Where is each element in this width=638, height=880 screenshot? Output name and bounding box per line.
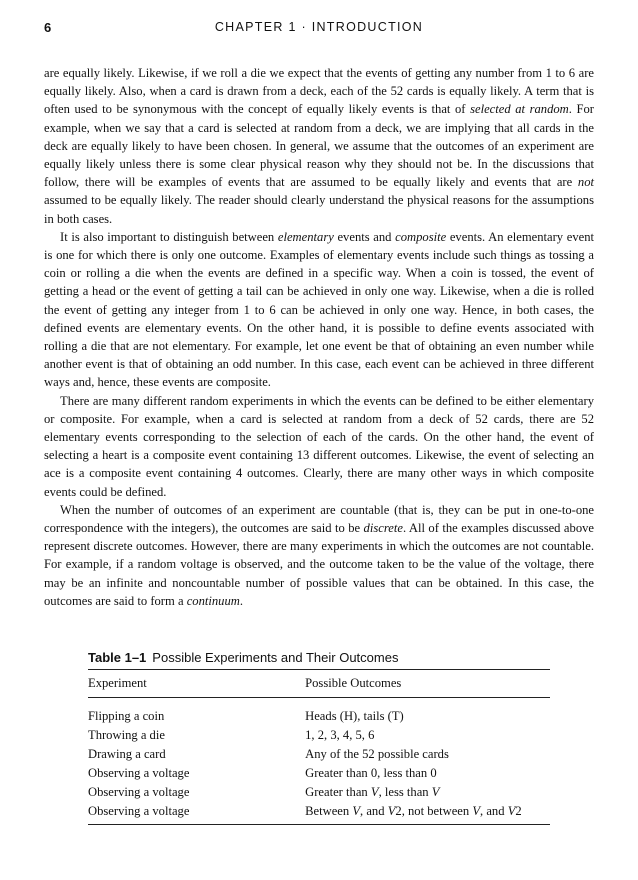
text-run: Drawing a card: [88, 747, 166, 761]
text-run: Greater than 0, less than 0: [305, 766, 437, 780]
italic-text-run: not: [577, 175, 594, 190]
italic-text-run: composite: [395, 229, 447, 244]
text-run: Throwing a die: [88, 728, 165, 742]
experiment-cell: [88, 783, 305, 802]
italic-text-run: V: [507, 804, 516, 818]
text-run: 2, not between: [395, 804, 473, 818]
paragraph: [44, 228, 594, 392]
body-text: [44, 64, 594, 610]
italic-text-run: discrete: [363, 521, 403, 536]
experiment-cell: [88, 802, 305, 825]
text-run: There are many different random experiments in which the events can be defined to be either elementary or composite. For example, when a card is selected at random from a deck of 52 cards, there are 52 elementary events corresponding to the selection of each of the cards. On the other hand, the event of selecting a heart is a composite event containing 13 different outcomes. Likewise, the event of selecting an ace is a composite event containing 4 outcomes. Clearly, there are many other ways in which composite events could be defined.: [44, 393, 594, 499]
table-row: [88, 745, 550, 764]
text-run: , less than: [378, 785, 432, 799]
page-number: 6: [44, 20, 52, 35]
italic-text-run: elementary: [277, 229, 334, 244]
text-run: Heads (H), tails (T): [305, 709, 404, 723]
experiment-cell: [88, 745, 305, 764]
italic-text-run: V: [387, 804, 396, 818]
text-run: .: [239, 593, 244, 608]
column-header-experiment: Experiment: [88, 676, 147, 690]
text-run: events. An elementary event is one for which there is only one outcome. Examples of elementary events include such things as tossing a coin or rolling a die when the events are defined in a specific way. When a coin is tossed, the event of getting a head or the event of getting a tail can be achieved in only one way. Likewise, when a die is rolled the event of getting any integer from 1 to 6 can be achieved in only one way. Hence, in both cases, the defined events are elementary events. On the other hand, it is possible to define events associated with rolling a die that are not elementary. For example, let one event be that of obtaining an even number while another event is that of obtaining an odd number. In this case, each event can be achieved in three different ways and, hence, these events are composite.: [44, 229, 595, 390]
text-run: . All of the examples discussed above represent discrete outcomes. However, there are many experiments in which the outcomes are not countable. For example, if a random voltage is observed, and the outcome taken to be the value of the voltage, there may be an infinite and noncountable number of possible values that can be obtained. In this case, the outcomes are said to form a: [44, 521, 595, 608]
text-run: Flipping a coin: [88, 709, 165, 723]
text-run: 2: [515, 804, 522, 818]
paragraph: [44, 392, 594, 501]
table-header-row: [88, 670, 550, 698]
italic-text-run: V: [431, 785, 440, 799]
table-row: [88, 802, 550, 825]
text-run: Between: [305, 804, 353, 818]
text-run: Observing a voltage: [88, 766, 190, 780]
page-header: [44, 20, 594, 38]
outcome-cell: [305, 698, 550, 727]
table-title: Possible Experiments and Their Outcomes: [152, 650, 399, 665]
text-run: events and: [333, 229, 396, 244]
outcome-cell: [305, 764, 550, 783]
italic-text-run: V: [472, 804, 481, 818]
table-row: [88, 698, 550, 727]
text-run: When the number of outcomes of an experiment are countable (that is, they can be put in one-to-one correspondence with the integers), the outcomes are said to be: [44, 502, 594, 536]
experiment-cell: [88, 698, 305, 727]
table-row: [88, 764, 550, 783]
table-number: Table 1–1: [88, 650, 147, 665]
paragraph: [44, 501, 594, 610]
experiment-cell: [88, 726, 305, 745]
table-block: [88, 650, 550, 825]
table-caption: [88, 650, 550, 665]
table-row: [88, 726, 550, 745]
text-run: assumed to be equally likely. The reader should clearly understand the physical reasons for the assumptions in both cases.: [44, 193, 594, 226]
experiment-cell: [88, 764, 305, 783]
italic-text-run: selected at random: [470, 102, 569, 117]
outcome-cell: [305, 745, 550, 764]
text-run: Any of the 52 possible cards: [305, 747, 449, 761]
running-head: CHAPTER 1 · INTRODUCTION: [214, 20, 424, 34]
paragraph: [44, 64, 594, 228]
text-run: 1, 2, 3, 4, 5, 6: [305, 728, 375, 742]
text-run: . For example, when we say that a card is selected at random from a deck, we are implying that all cards in the deck are equally likely to have been chosen. In general, we assume that the outcomes of an experiment are equally likely unless there is some clear physical reason why they should not be. In the discussions that follow, there will be examples of events that are assumed to be equally likely and events that are: [44, 102, 594, 190]
outcome-cell: [305, 783, 550, 802]
italic-text-run: V: [370, 785, 379, 799]
column-header-outcomes: Possible Outcomes: [305, 676, 402, 690]
table-body: [88, 698, 550, 825]
outcome-cell: [305, 726, 550, 745]
text-run: Greater than: [305, 785, 371, 799]
outcome-cell: [305, 802, 550, 825]
table-row: [88, 783, 550, 802]
italic-text-run: V: [352, 804, 361, 818]
text-run: It is also important to distinguish between: [60, 229, 278, 244]
text-run: , and: [480, 804, 508, 818]
text-run: Observing a voltage: [88, 785, 190, 799]
outcomes-table: [88, 669, 550, 825]
italic-text-run: continuum: [186, 593, 240, 608]
text-run: are equally likely. Likewise, if we roll a die we expect that the events of getting any number from 1 to 6 are equally likely. Also, when a card is drawn from a deck, each of the 52 cards is equally likely. A term that is often used to be synonymous with the concept of equally likely events is that of: [44, 66, 594, 117]
text-run: Observing a voltage: [88, 804, 190, 818]
text-run: , and: [360, 804, 388, 818]
